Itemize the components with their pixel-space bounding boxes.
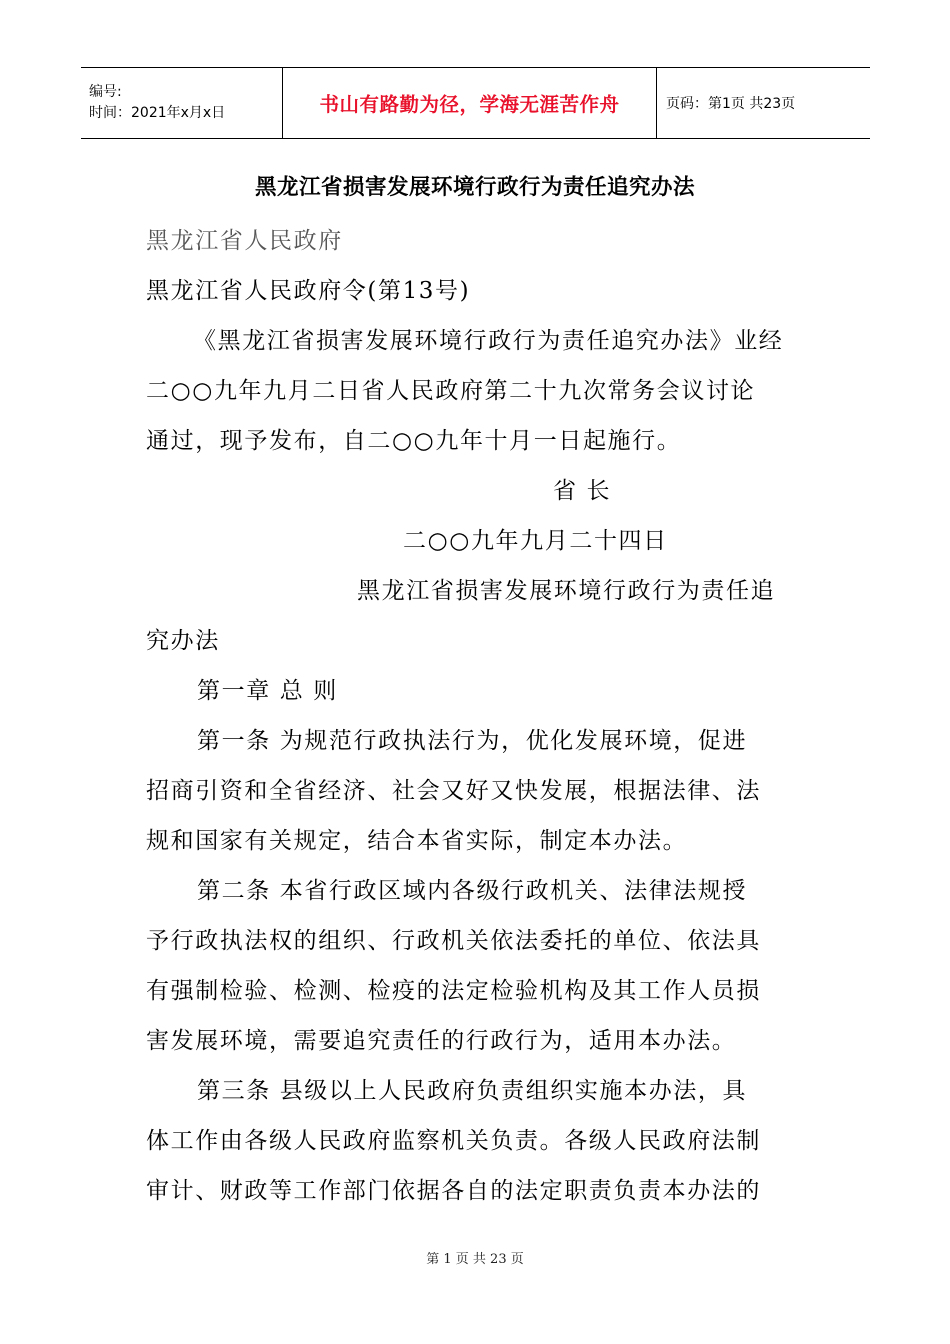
body-line: 《黑龙江省损害发展环境行政行为责任追究办法》业经 [193, 328, 784, 354]
article-line: 予行政执法权的组织、行政机关依法委托的单位、依法具 [146, 928, 761, 954]
article-line: 审计、财政等工作部门依据各自的法定职责负责本办法的 [146, 1178, 761, 1204]
document-title: 黑龙江省损害发展环境行政行为责任追究办法 [254, 175, 695, 200]
article-line: 第二条 本省行政区域内各级行政机关、法律法规授 [197, 878, 748, 904]
signature-date: 二○○九年九月二十四日 [403, 528, 668, 554]
page-footer: 第 1 页 共 23 页 [426, 1252, 524, 1267]
header-motto-cell [282, 68, 657, 138]
order-number: 黑龙江省人民政府令(第13号) [146, 278, 471, 304]
measures-title-cont: 究办法 [146, 628, 220, 654]
code-label: 编号: [89, 84, 122, 100]
article-line: 有强制检验、检测、检疫的法定检验机构及其工作人员损 [146, 978, 761, 1004]
signatory-title: 省 长 [553, 478, 612, 504]
article-line: 招商引资和全省经济、社会又好又快发展，根据法律、法 [146, 778, 761, 804]
chapter-heading: 第一章 总 则 [197, 678, 338, 704]
measures-title: 黑龙江省损害发展环境行政行为责任追 [357, 578, 776, 604]
header-meta [81, 68, 282, 138]
article-line: 第一条 为规范行政执法行为，优化发展环境，促进 [197, 728, 748, 754]
date-label: 时间：2021年x月x日 [89, 105, 226, 121]
article-line: 害发展环境，需要追究责任的行政行为，适用本办法。 [146, 1028, 737, 1054]
issuer: 黑龙江省人民政府 [146, 228, 343, 254]
document-header [81, 67, 870, 139]
article-line: 体工作由各级人民政府监察机关负责。各级人民政府法制 [146, 1128, 761, 1154]
body-line: 二○○九年九月二日省人民政府第二十九次常务会议讨论 [146, 378, 756, 404]
motto: 书山有路勤为径，学海无涯苦作舟 [319, 93, 620, 116]
article-line: 规和国家有关规定，结合本省实际，制定本办法。 [146, 828, 688, 854]
body-line: 通过，现予发布，自二○○九年十月一日起施行。 [146, 428, 682, 454]
header-page-cell [657, 68, 870, 138]
page-label: 页码：第1页 共23页 [666, 96, 796, 112]
article-line: 第三条 县级以上人民政府负责组织实施本办法，具 [197, 1078, 748, 1104]
